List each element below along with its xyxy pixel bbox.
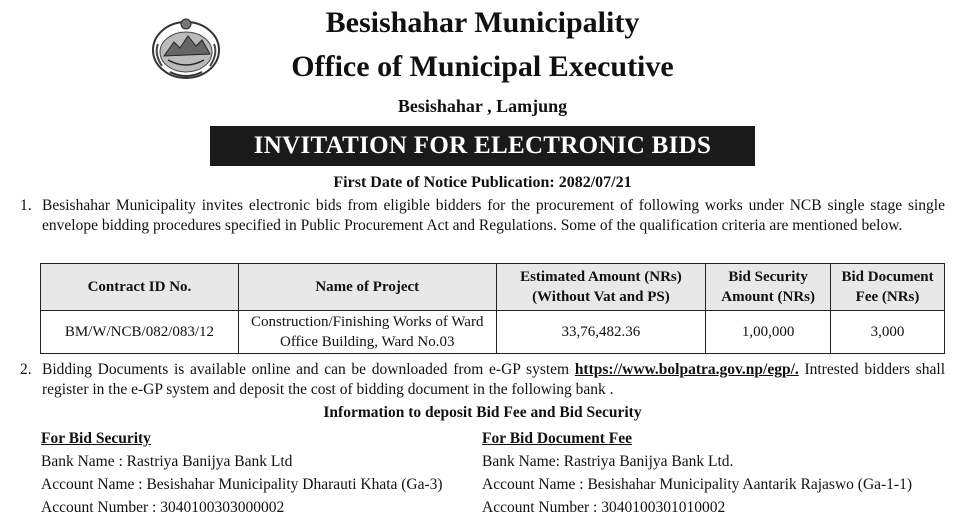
account-number: Account Number : 3040100301010002 [482, 499, 726, 516]
header-estimated-amount: Estimated Amount (NRs) (Without Vat and PS) [496, 264, 706, 311]
header-document-fee: Bid Document Fee (NRs) [831, 264, 945, 311]
table-header-row [41, 264, 945, 311]
cell-document-fee: 3,000 [831, 311, 945, 354]
cell-project-name: Construction/Finishing Works of Ward Office Building, Ward No.03 [238, 311, 496, 354]
egp-link[interactable]: https://www.bolpatra.gov.np/egp/. [574, 361, 799, 378]
cell-estimated-amount: 33,76,482.36 [496, 311, 706, 354]
contract-table [40, 263, 945, 354]
publication-date: First Date of Notice Publication: 2082/07/21 [333, 174, 632, 191]
paragraph-number: 2. [20, 361, 32, 378]
bid-fee-title: For Bid Document Fee [482, 430, 632, 447]
paragraph-text-before: Bidding Documents is available online and can be downloaded from e-GP system [42, 361, 575, 378]
account-number: Account Number : 3040100303000002 [41, 499, 285, 516]
bid-security-block [41, 427, 443, 519]
bid-security-title: For Bid Security [41, 430, 151, 447]
paragraph-2 [20, 360, 945, 400]
paragraph-text: Besishahar Municipality invites electronic bids from eligible bidders for the procurement of following works under NCB single stage single envelope bidding procedures specified in Public Procurement Act and Regulations. Some of the qualification criteria are mentioned below. [42, 197, 945, 234]
paragraph-1 [20, 196, 945, 236]
bank-name: Bank Name: Rastriya Banijya Bank Ltd. [482, 453, 734, 470]
cell-contract-id: BM/W/NCB/082/083/12 [41, 311, 239, 354]
account-name: Account Name : Besishahar Municipality Aantarik Rajaswo (Ga-1-1) [482, 476, 913, 493]
notice-title-banner: INVITATION FOR ELECTRONIC BIDS [210, 126, 755, 166]
header-contract-id: Contract ID No. [41, 264, 239, 311]
paragraph-number: 1. [20, 197, 32, 214]
paragraph-text-after: Intrested bidders shall register in the e-GP system and deposit the cost of bidding document in the following bank . [42, 361, 946, 398]
deposit-info-heading: Information to deposit Bid Fee and Bid Security [323, 404, 642, 421]
header-project-name: Name of Project [238, 264, 496, 311]
bid-fee-block [482, 427, 912, 519]
bank-name: Bank Name : Rastriya Banijya Bank Ltd [41, 453, 293, 470]
table-row [41, 311, 945, 354]
location: Besishahar , Lamjung [397, 96, 568, 116]
office-name: Office of Municipal Executive [291, 50, 674, 83]
account-name: Account Name : Besishahar Municipality Dharauti Khata (Ga-3) [41, 476, 443, 493]
header-bid-security: Bid Security Amount (NRs) [706, 264, 831, 311]
cell-bid-security: 1,00,000 [706, 311, 831, 354]
municipality-name: Besishahar Municipality [325, 6, 640, 39]
